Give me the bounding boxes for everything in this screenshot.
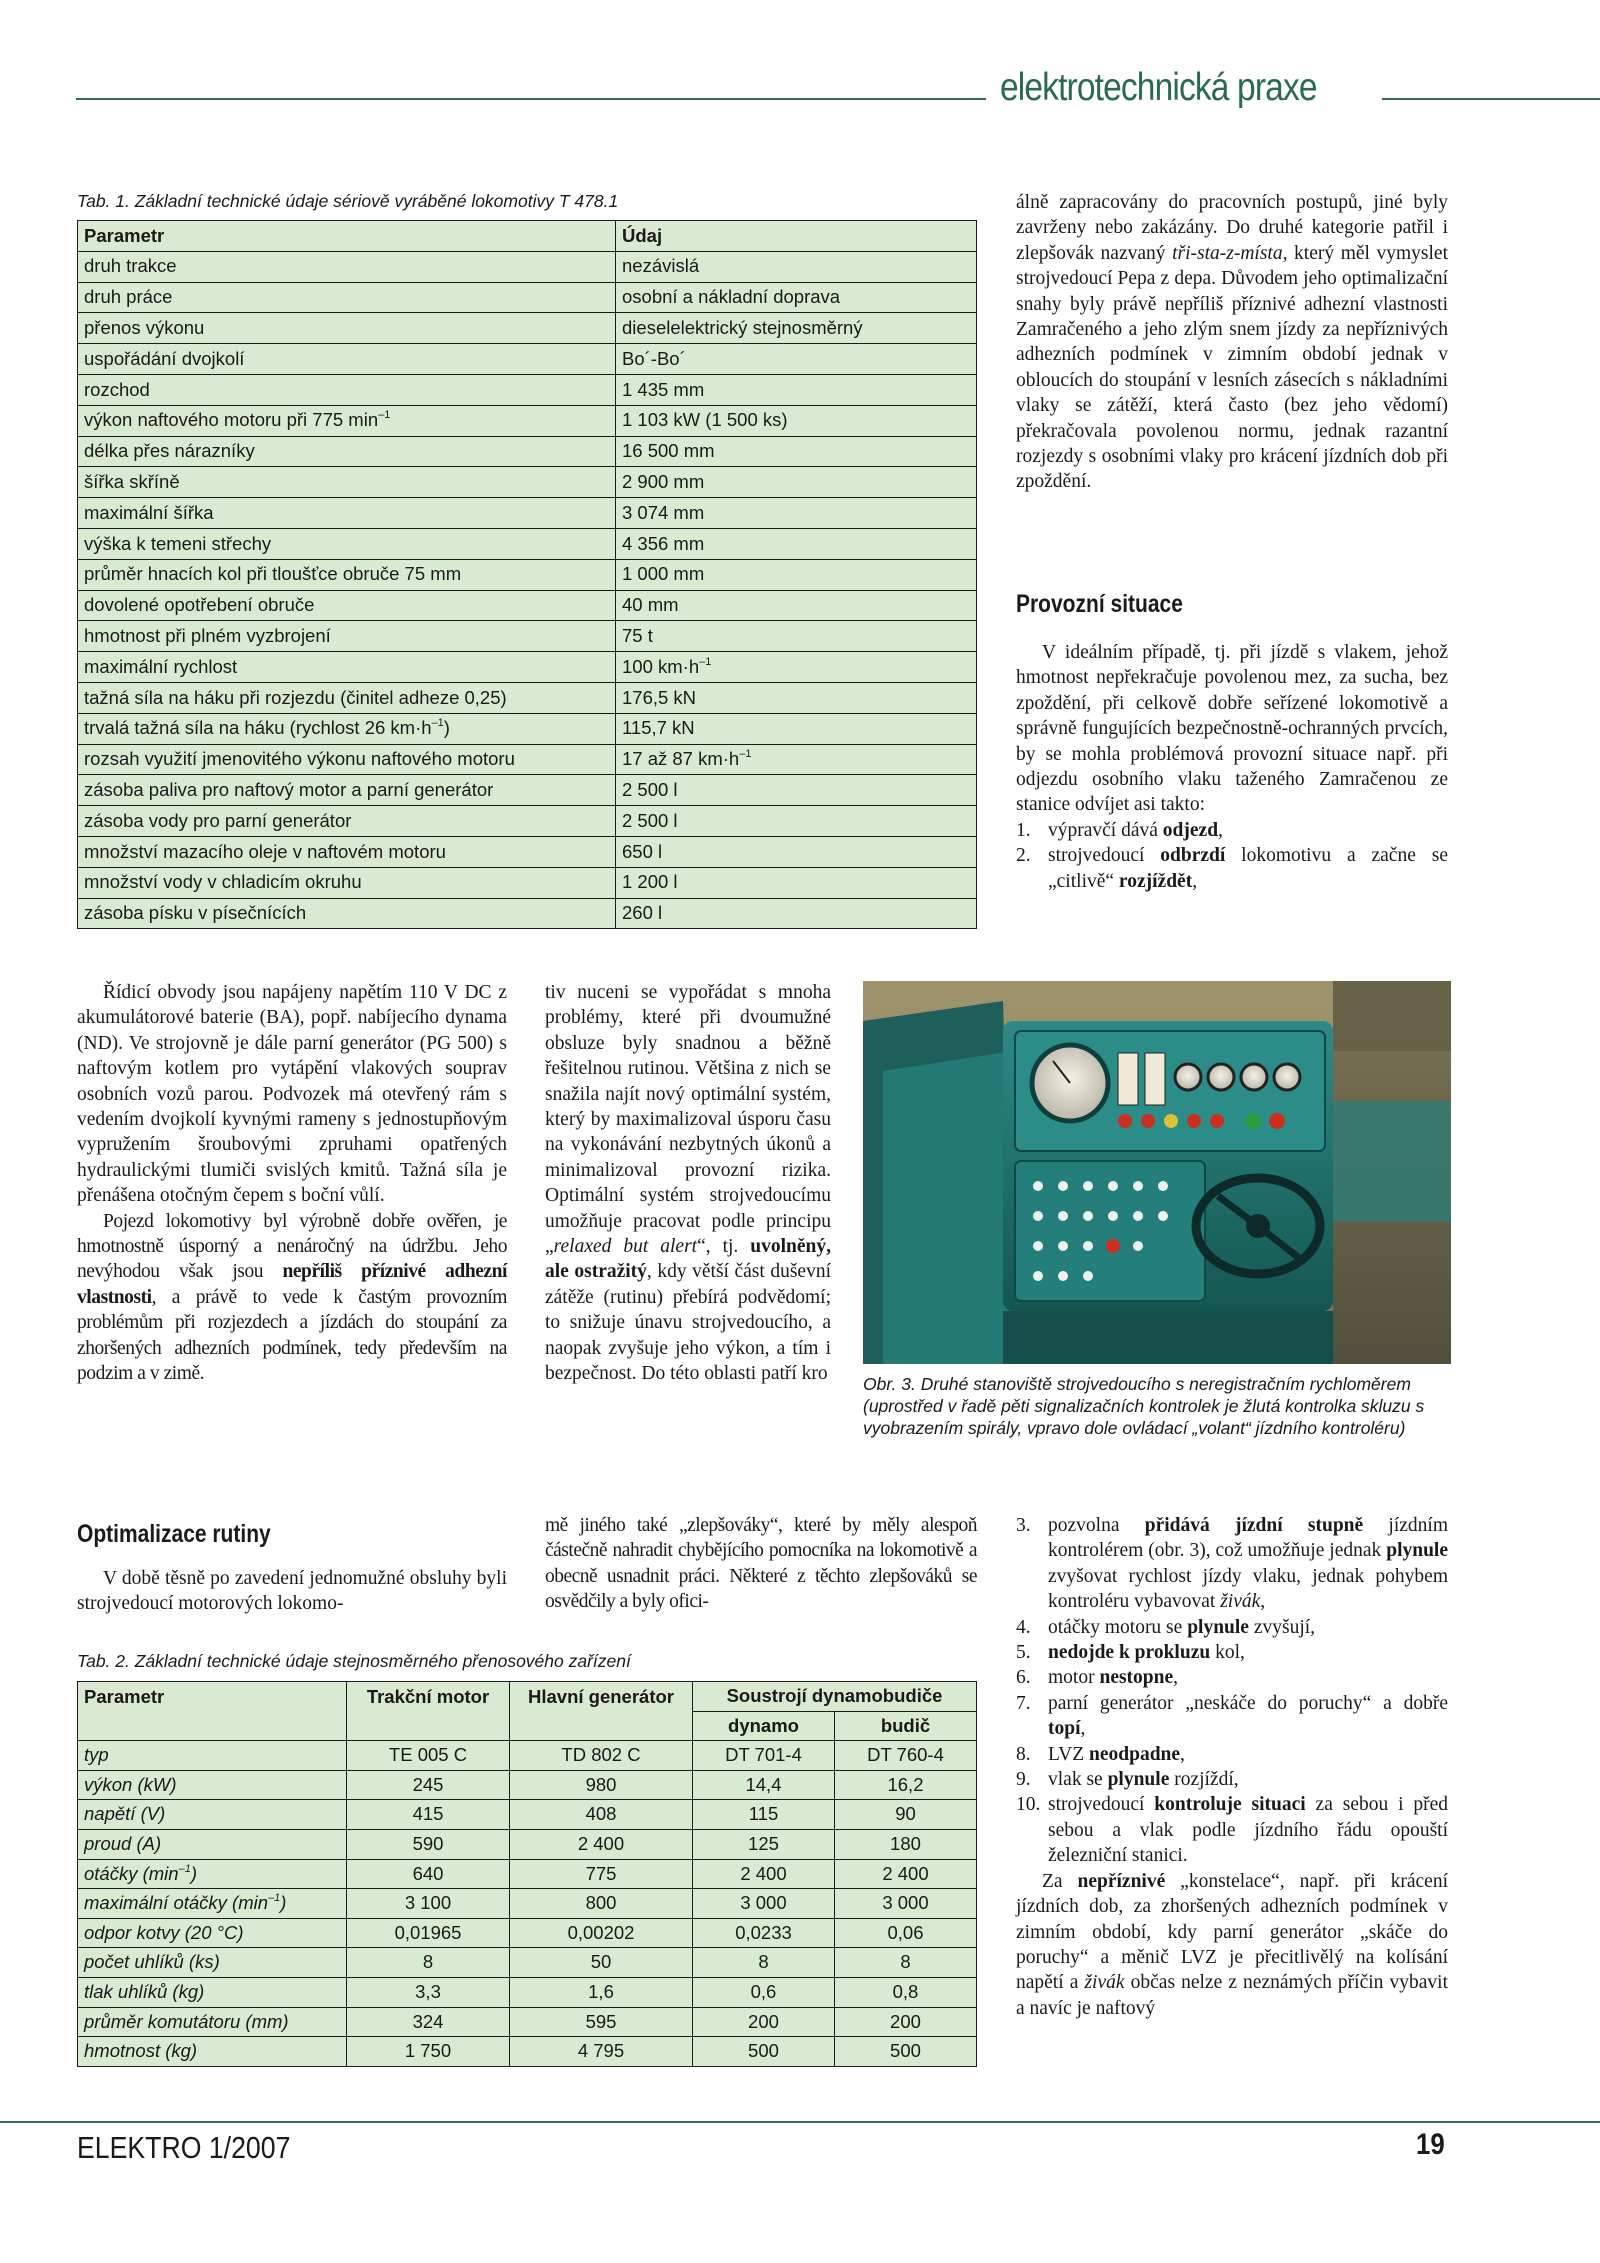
t2-cell-parameter: počet uhlíků (ks)	[78, 1948, 347, 1978]
t1-cell-parameter: druh práce	[78, 282, 616, 313]
t1-cell-parameter: množství vody v chladicím okruhu	[78, 867, 616, 898]
t2-cell-value: TD 802 C	[510, 1741, 693, 1771]
t2-cell-value: 115	[693, 1800, 835, 1830]
t2-cell-value: 16,2	[834, 1770, 976, 1800]
t1-cell-value: 176,5 kN	[616, 682, 977, 713]
t2-cell-parameter: výkon (kW)	[78, 1770, 347, 1800]
t1-cell-value: 2 500 l	[616, 775, 977, 806]
table-row	[78, 621, 977, 652]
list-number: 6.	[1016, 1667, 1031, 1689]
table-row	[78, 2007, 977, 2037]
heading-optimalizace-rutiny: Optimalizace rutiny	[77, 1520, 271, 1548]
table-row	[78, 344, 977, 375]
t2-header-dynamo: dynamo	[693, 1711, 835, 1741]
steps-list-b	[1016, 1513, 1448, 1869]
t1-cell-parameter: délka přes nárazníky	[78, 436, 616, 467]
table-row	[78, 867, 977, 898]
col3-lower-text: 3. pozvolna přidává jízdní stupně jízdním kontrolérem (obr. 3), což umožňuje jednak plynule zvyšovat rychlost jízdy vlaku, jednak pohybem kontroléru vybavovat živák, 4. otáčky motoru se plynule zvyšují, 5. nedojde k prokluzu kol, 6. motor nestopne, 7. parní generátor „neskáče do poruchy“ a dobře topí, 8. LVZ neodpadne, 9. vlak se plynule rozjíždí, 10. strojvedoucí kontroluje situaci za sebou i před sebou a vlak podle jízdního řádu opouští železniční stanici. Za nepříznivé „konstelace“, např. při krácení jízdních dob, za zhoršených adhezních podmínek v zimním období, kdy parní generátor „skáče do poruchy“ a měnič LVZ je přecitlivělý na kolísání napětí a živák občas nelze z neznámých příčin vybavit a navíc je naftový	[1016, 1515, 1449, 2019]
t1-cell-value: 75 t	[616, 621, 977, 652]
t2-cell-value: 0,01965	[347, 1918, 510, 1948]
t2-cell-value: 3 100	[347, 1889, 510, 1919]
table-row	[78, 836, 977, 867]
t2-cell-parameter: napětí (V)	[78, 1800, 347, 1830]
t2-cell-value: DT 760-4	[834, 1741, 976, 1771]
t2-cell-value: 8	[834, 1948, 976, 1978]
t2-cell-parameter: tlak uhlíků (kg)	[78, 1977, 347, 2007]
t1-cell-parameter: výška k temeni střechy	[78, 528, 616, 559]
t1-cell-parameter: rozchod	[78, 374, 616, 405]
t2-cell-value: 180	[834, 1829, 976, 1859]
t2-header-parametr: Parametr	[78, 1682, 347, 1741]
header-rule-right	[1382, 98, 1600, 100]
t2-cell-value: 590	[347, 1829, 510, 1859]
list-number: 10.	[1016, 1794, 1041, 1816]
table-row	[78, 1741, 977, 1771]
list-item	[1016, 818, 1448, 843]
col3-top-text: álně zapracovány do pracovních postupů, jiné byly zavrženy nebo zakázány. Do druhé kategorie patřil i zlepšovák nazvaný tři-sta-z-místa, který měl vymyslet strojvedoucí Pepa z depa. Důvodem jeho optimalizační snahy byly právě nepříliš příznivé adhezní vlastnosti Zamračeného a jeho zlým snem jízdy za nepříznivých adhezních podmínek v zimním období jednak v obloucích do stoupání v lesních zásecích s nákladními vlaky se zátěží, která často (bez jeho vědomí) překračovala povolenou normu, jednak razantní rozjezdy s osobními vlaky pro krácení jízdních dob při zpoždění.	[1016, 192, 1449, 493]
table-row	[78, 1859, 977, 1889]
table-row	[78, 282, 977, 313]
t2-cell-value: 980	[510, 1770, 693, 1800]
list-text: strojvedoucí odbrzdí lokomotivu a začne se „citlivě“ rozjíždět,	[1048, 845, 1448, 892]
list-number: 7.	[1016, 1692, 1031, 1714]
t1-cell-parameter: trvalá tažná síla na háku (rychlost 26 $km\cdot h^{-1}$)	[78, 713, 616, 744]
list-number: 8.	[1016, 1743, 1031, 1765]
t1-cell-value: 16 500 mm	[616, 436, 977, 467]
list-number: 3.	[1016, 1515, 1031, 1536]
t2-cell-value: 0,8	[834, 1977, 976, 2007]
t2-cell-value: 0,0233	[693, 1918, 835, 1948]
t2-cell-value: 8	[347, 1948, 510, 1978]
t2-cell-parameter: maximální otáčky $(\min^{-1})$	[78, 1889, 347, 1919]
list-number: 4.	[1016, 1616, 1031, 1638]
header-rule-left	[76, 98, 986, 100]
t2-cell-value: 0,00202	[510, 1918, 693, 1948]
t2-cell-parameter: hmotnost (kg)	[78, 2037, 347, 2067]
t1-cell-parameter: druh trakce	[78, 251, 616, 282]
table2	[77, 1681, 977, 2067]
list-item	[1016, 1767, 1448, 1792]
table-row	[78, 1918, 977, 1948]
col2-text: tiv nuceni se vypořádat s mnoha problémy, které při dvoumužné obsluze byly snadnou a běžně řešitelnou rutinou. Většina z nich se snažila najít nový optimální systém, který by maximalizoval úsporu času na vykonávání nezbytných úkonů a minimalizoval provozní rizika. Optimální systém strojvedoucímu umožňuje pracovat podle principu „relaxed but alert“, tj. uvolněný, ale ostražitý, kdy větší část duševní zátěže (rutinu) přebírá podvědomí; to snižuje únavu strojvedoucího, a naopak zvyšuje jeho výkon, a tím i bezpečnost. Do této oblasti patří kro	[545, 982, 831, 1385]
table-row	[78, 806, 977, 837]
provozni-intro: V ideálním případě, tj. při jízdě s vlakem, jehož hmotnost nepřekračuje povolenou mez, za sucha, bez zpoždění, při celkově dobře seřízené lokomotivě a správně fungujících bezpečnostně-ochranných prvcích, by se mohla problémová provozní situace např. při odjezdu osobního vlaku taženého Zamračenou ze stanice odvíjet asi takto: 1. výpravčí dává odjezd, 2. strojvedoucí odbrzdí lokomotivu a začne se „citlivě“ rozjíždět,	[1016, 640, 1448, 894]
t2-cell-value: 324	[347, 2007, 510, 2037]
table-row	[78, 1977, 977, 2007]
t2-cell-value: 200	[693, 2007, 835, 2037]
section-title: elektrotechnická praxe	[1000, 66, 1317, 109]
table2-caption: Tab. 2. Základní technické údaje stejnosměrného přenosového zařízení	[77, 1651, 631, 1671]
page-number: 19	[1416, 2128, 1445, 2161]
t2-cell-value: 2 400	[834, 1859, 976, 1889]
t2-header-hlavni-generator: Hlavní generátor	[510, 1682, 693, 1741]
t1-cell-value: 2 900 mm	[616, 467, 977, 498]
t2-cell-value: 245	[347, 1770, 510, 1800]
table1-caption: Tab. 1. Základní technické údaje sériově vyráběné lokomotivy T 478.1	[77, 191, 619, 211]
table-row	[78, 251, 977, 282]
table-row	[78, 713, 977, 744]
t1-cell-parameter: výkon naftového motoru při 775 $\min^{-1}$	[78, 405, 616, 436]
locomotive-cab-photo	[863, 981, 1451, 1364]
t2-cell-value: 1,6	[510, 1977, 693, 2007]
t2-cell-value: 1 750	[347, 2037, 510, 2067]
table-row	[78, 1948, 977, 1978]
list-item	[1016, 1615, 1448, 1640]
t2-cell-value: 8	[693, 1948, 835, 1978]
magazine-issue: ELEKTRO 1/2007	[77, 2130, 291, 2165]
list-item	[1016, 1742, 1448, 1767]
table-row	[78, 559, 977, 590]
t1-cell-value: 100 $km\cdot h^{-1}$	[616, 652, 977, 683]
t1-cell-parameter: šířka skříně	[78, 467, 616, 498]
t1-cell-parameter: množství mazacího oleje v naftovém motoru	[78, 836, 616, 867]
t1-cell-value: 17 až 87 $km\cdot h^{-1}$	[616, 744, 977, 775]
t1-cell-value: 40 mm	[616, 590, 977, 621]
list-item	[1016, 1691, 1448, 1742]
list-text: nedojde k prokluzu kol,	[1048, 1642, 1245, 1664]
t1-header-udaj: Údaj	[616, 221, 977, 252]
t1-header-parametr: Parametr	[78, 221, 616, 252]
t2-cell-value: 14,4	[693, 1770, 835, 1800]
t2-cell-value: 3 000	[693, 1889, 835, 1919]
list-number: 1.	[1016, 819, 1031, 841]
table-row	[78, 775, 977, 806]
t2-cell-value: 90	[834, 1800, 976, 1830]
list-number: 2.	[1016, 845, 1031, 867]
t1-cell-parameter: přenos výkonu	[78, 313, 616, 344]
t2-cell-parameter: odpor kotvy (20 °C)	[78, 1918, 347, 1948]
table-row	[78, 374, 977, 405]
list-item	[1016, 1792, 1448, 1868]
t2-cell-value: 125	[693, 1829, 835, 1859]
footer-rule	[0, 2121, 1600, 2123]
table-row	[78, 1829, 977, 1859]
table-row	[78, 682, 977, 713]
t2-cell-value: 415	[347, 1800, 510, 1830]
list-text: motor nestopne,	[1048, 1667, 1179, 1689]
t1-cell-parameter: tažná síla na háku při rozjezdu (činitel adheze 0,25)	[78, 682, 616, 713]
table-row	[78, 498, 977, 529]
list-text: strojvedoucí kontroluje situaci za sebou i před sebou a vlak podle jízdního řádu opouští železniční stanici.	[1048, 1794, 1449, 1867]
t2-cell-value: 3 000	[834, 1889, 976, 1919]
list-number: 9.	[1016, 1769, 1031, 1791]
list-item	[1016, 843, 1448, 894]
table-row	[78, 436, 977, 467]
t2-cell-value: 0,06	[834, 1918, 976, 1948]
table-row	[78, 652, 977, 683]
t1-cell-value: 650 l	[616, 836, 977, 867]
steps-list-a	[1016, 818, 1448, 894]
t2-cell-value: 640	[347, 1859, 510, 1889]
t2-cell-value: 775	[510, 1859, 693, 1889]
t2-cell-value: 2 400	[510, 1829, 693, 1859]
t1-cell-value: dieselelektrický stejnosměrný	[616, 313, 977, 344]
t1-cell-parameter: maximální šířka	[78, 498, 616, 529]
table-row	[78, 1889, 977, 1919]
list-text: LVZ neodpadne,	[1048, 1743, 1185, 1765]
t1-cell-value: 3 074 mm	[616, 498, 977, 529]
list-text: vlak se plynule rozjíždí,	[1048, 1769, 1239, 1791]
t2-cell-parameter: průměr komutátoru (mm)	[78, 2007, 347, 2037]
t1-cell-value: 1 200 l	[616, 867, 977, 898]
t2-cell-parameter: otáčky $(\min^{-1})$	[78, 1859, 347, 1889]
t1-cell-parameter: průměr hnacích kol při tloušťce obruče 75 mm	[78, 559, 616, 590]
table-row	[78, 1800, 977, 1830]
t1-cell-parameter: uspořádání dvojkolí	[78, 344, 616, 375]
t2-cell-value: 500	[834, 2037, 976, 2067]
col1-text: Řídicí obvody jsou napájeny napětím 110 V DC z akumulátorové baterie (BA), popř. nabíjecího dynama (ND). Ve strojovně je dále parní generátor (PG 500) s naftovým kotlem pro vytápění vlakových souprav osobních vozů parou. Podvozek má otevřený rám s vedením dvojkolí kyvnými rameny s jednostupňovým vypružením šroubovými zpruhami opatřených hydraulickými tlumiči svislých kmitů. Tažná síla je přenášena otočným čepem s boční vůlí. Pojezd lokomotivy byl výrobně dobře ověřen, je hmotnostně úsporný a nenáročný na údržbu. Jeho nevýhodou však jsou nepříliš příznivé adhezní vlastnosti, a právě to vede k častým provozním problémům při rozjezdech a jízdách do stoupání za zhoršených adhezních podmínek, tedy především na podzim a v zimě.	[77, 982, 507, 1385]
t1-cell-value: osobní a nákladní doprava	[616, 282, 977, 313]
t1-cell-value: 115,7 kN	[616, 713, 977, 744]
t1-cell-value: 1 103 kW (1 500 ks)	[616, 405, 977, 436]
t2-cell-value: TE 005 C	[347, 1741, 510, 1771]
t1-cell-parameter: zásoba písku v písečnících	[78, 898, 616, 929]
t2-cell-value: 800	[510, 1889, 693, 1919]
list-item	[1016, 1513, 1448, 1615]
t2-cell-value: 4 795	[510, 2037, 693, 2067]
table-row	[78, 744, 977, 775]
t2-cell-value: 500	[693, 2037, 835, 2067]
table-row	[78, 405, 977, 436]
list-number: 5.	[1016, 1642, 1031, 1664]
t2-cell-value: 408	[510, 1800, 693, 1830]
t1-cell-value: 4 356 mm	[616, 528, 977, 559]
t1-cell-value: 260 l	[616, 898, 977, 929]
t2-header-soustroji: Soustrojí dynamobudiče	[693, 1682, 977, 1712]
table-row	[78, 313, 977, 344]
t2-cell-parameter: typ	[78, 1741, 347, 1771]
t2-header-budic: budič	[834, 1711, 976, 1741]
t1-cell-parameter: zásoba vody pro parní generátor	[78, 806, 616, 837]
t1-cell-parameter: dovolené opotřebení obruče	[78, 590, 616, 621]
table-row	[78, 898, 977, 929]
table-row	[78, 1770, 977, 1800]
t1-cell-value: 1 000 mm	[616, 559, 977, 590]
t2-cell-parameter: proud (A)	[78, 1829, 347, 1859]
table1	[77, 220, 977, 929]
t2-cell-value: DT 701-4	[693, 1741, 835, 1771]
t1-cell-value: 1 435 mm	[616, 374, 977, 405]
t2-cell-value: 50	[510, 1948, 693, 1978]
t1-cell-parameter: hmotnost při plném vyzbrojení	[78, 621, 616, 652]
list-text: výpravčí dává odjezd,	[1048, 819, 1223, 841]
t2-cell-value: 0,6	[693, 1977, 835, 2007]
heading-provozni-situace: Provozní situace	[1016, 590, 1183, 618]
t1-cell-value: Bo´-Bo´	[616, 344, 977, 375]
table-row	[78, 528, 977, 559]
list-item	[1016, 1640, 1448, 1665]
t1-cell-value: nezávislá	[616, 251, 977, 282]
t1-cell-parameter: maximální rychlost	[78, 652, 616, 683]
col2-continued-text: mě jiného také „zlepšováky“, které by měly alespoň částečně nahradit chybějícího pomocníka na lokomotivě a obecně usnadnit práci. Některé z těchto zlepšováků se osvědčily a byly ofici-	[545, 1515, 977, 1613]
t1-cell-value: 2 500 l	[616, 806, 977, 837]
t1-cell-parameter: rozsah využití jmenovitého výkonu naftového motoru	[78, 744, 616, 775]
list-text: parní generátor „neskáče do poruchy“ a dobře topí,	[1048, 1692, 1448, 1740]
t1-cell-parameter: zásoba paliva pro naftový motor a parní generátor	[78, 775, 616, 806]
t2-header-trakcni-motor: Trakční motor	[347, 1682, 510, 1741]
t2-cell-value: 2 400	[693, 1859, 835, 1889]
t2-cell-value: 200	[834, 2007, 976, 2037]
table-row	[78, 2037, 977, 2067]
table-row	[78, 590, 977, 621]
list-text: otáčky motoru se plynule zvyšují,	[1048, 1616, 1316, 1638]
col1-optimalizace-text: V době těsně po zavedení jednomužné obsluhy byli strojvedoucí motorových lokomo-	[77, 1568, 507, 1615]
t2-cell-value: 595	[510, 2007, 693, 2037]
list-item	[1016, 1665, 1448, 1690]
t2-cell-value: 3,3	[347, 1977, 510, 2007]
list-text: pozvolna přidává jízdní stupně jízdním kontrolérem (obr. 3), což umožňuje jednak plynule zvyšovat rychlost jízdy vlaku, jednak pohybem kontroléru vybavovat živák,	[1048, 1515, 1449, 1613]
table-row	[78, 467, 977, 498]
figure-caption: Obr. 3. Druhé stanoviště strojvedoucího s neregistračním rychloměrem (uprostřed v řadě pěti signalizačních kontrolek je žlutá kontrolka skluzu s vyobrazením spirály, vpravo dole ovládací „volant“ jízdního kontroléru)	[863, 1374, 1425, 1438]
